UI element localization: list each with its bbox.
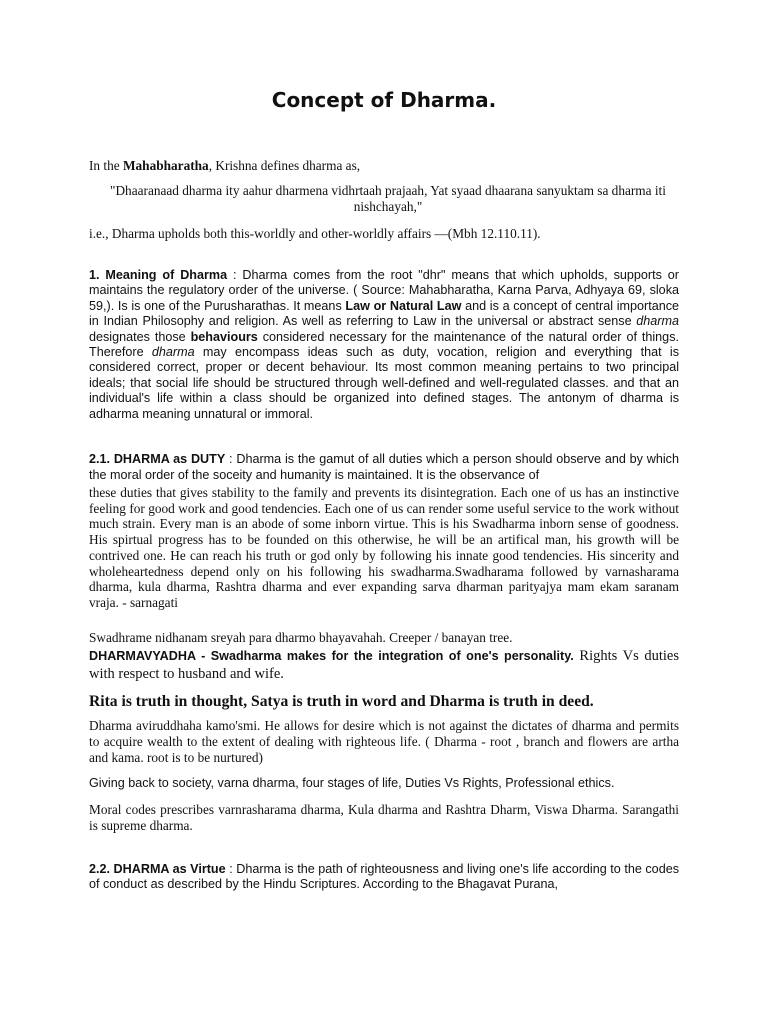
section-2-2-paragraph [89, 862, 679, 893]
dharmavyadha-paragraph [89, 647, 679, 683]
aviruddha-paragraph: Dharma aviruddhaha kamo'smi. He allows for desire which is not against the dictates of dharma and permits to acquire wealth to the extent of dealing with righteous life. ( Dharma - root , branch and flowers are artha and kama. root is to be nurtured) [89, 718, 679, 765]
intro-ie: i.e., Dharma upholds both this-worldly and other-worldly affairs —(Mbh 12.110.11). [89, 226, 541, 241]
section-1-text-4: considered necessary for the maintenance of the natural order of things. Therefore [89, 329, 679, 360]
intro-lead-suffix: , Krishna defines dharma as, [208, 158, 361, 173]
section-2-1-body: these duties that gives stability to the family and prevents its disintegration. Each one of us has an instinctive feeling for good work and good tendencies. Each one of us can render some useful service to the work without much strain. Every man is an abode of some inborn virtue. This is his Swadharma inborn sense of goodness. His spirtual progress has to be founded on this otherwise, he will be an artifical man, his growth will be contrived one. He can reach his truth or god only by following his innate good tendencies. His sincerity and wholeheartedness depend only on his following his swadharma.Swadharama followed by varnasharama dharma, kula dharma, Rashtra dharma and ever expanding sarva dharman parityajya mam ekam saranam vraja. - sarnagati [89, 485, 679, 610]
moral-codes-paragraph: Moral codes prescribes varnrasharama dharma, Kula dharma and Rashtra Dharm, Viswa Dharma. Sarangathi is supreme dharma. [89, 802, 679, 833]
section-2-1-lead [89, 452, 679, 483]
rita-statement: Rita is truth in thought, Satya is truth in word and Dharma is truth in deed. [89, 693, 594, 710]
section-2-2-heading: 2.2. DHARMA as Virtue [89, 862, 226, 876]
section-1-text-2: and is a concept of central importance in Indian Philosophy and religion. As well as referring to Law in the universal or abstract sense [89, 298, 680, 329]
section-1-heading: 1. Meaning of Dharma [89, 268, 228, 282]
intro-mahabharatha: Mahabharatha [122, 158, 209, 173]
law-natural-law: Law or Natural Law [345, 298, 462, 313]
section-1-text-3: designates those [89, 329, 191, 344]
rights-vs-duties: Rights Vs duties with respect to husband and wife. [89, 648, 679, 682]
section-2-1-lead-text: : Dharma is the gamut of all duties which a person should observe and by which the moral order of the soceity and humanity is maintained. It is the observance of [89, 452, 679, 482]
dharma-italic-2: dharma [151, 345, 195, 360]
behaviours-bold: behaviours [190, 329, 258, 344]
dharma-italic-1: dharma [636, 314, 679, 329]
swadhrame-line: Swadhrame nidhanam sreyah para dharmo bhayavahah. Creeper / banayan tree. [89, 630, 513, 645]
section-1-text-5: may encompass ideas such as duty, vocation, religion and everything that is considered correct, proper or decent behaviour. Its most common meaning pertains to two principal ideals; that social life should be structured through well-defined and well-regulated classes. and that an individual's life within a class should be organized into defined stages. The antonym of dharma is adharma meaning unnatural or immoral. [89, 345, 679, 421]
section-2-2-text: : Dharma is the path of righteousness and living one's life according to the codes of conduct as described by the Hindu Scriptures. According to the Bhagavat Purana, [89, 862, 679, 892]
section-2-1-heading: 2.1. DHARMA as DUTY [89, 452, 226, 466]
sanskrit-quote: "Dhaaranaad dharma ity aahur dharmena vidhrtaah prajaah, Yat syaad dhaarana sanyuktam sa dharma iti nishchayah," [110, 183, 666, 214]
section-1-paragraph [89, 268, 679, 422]
page-title: Concept of Dharma. [271, 88, 497, 112]
section-1-text-1: : Dharma comes from the root "dhr" means that which upholds, supports or maintains the regulatory order of the universe. ( Source: Mahabharatha, Karna Parva, Adhyaya 69, sloka 59,). Is is one of the Purusharathas. It means [89, 268, 680, 313]
giving-back-line: Giving back to society, varna dharma, four stages of life, Duties Vs Rights, Professional ethics. [89, 776, 615, 790]
intro-line [89, 158, 679, 174]
dharmavyadha-bold: DHARMAVYADHA - Swadharma makes for the integration of one's personality. [89, 649, 574, 663]
intro-lead-prefix: In the [89, 158, 123, 173]
